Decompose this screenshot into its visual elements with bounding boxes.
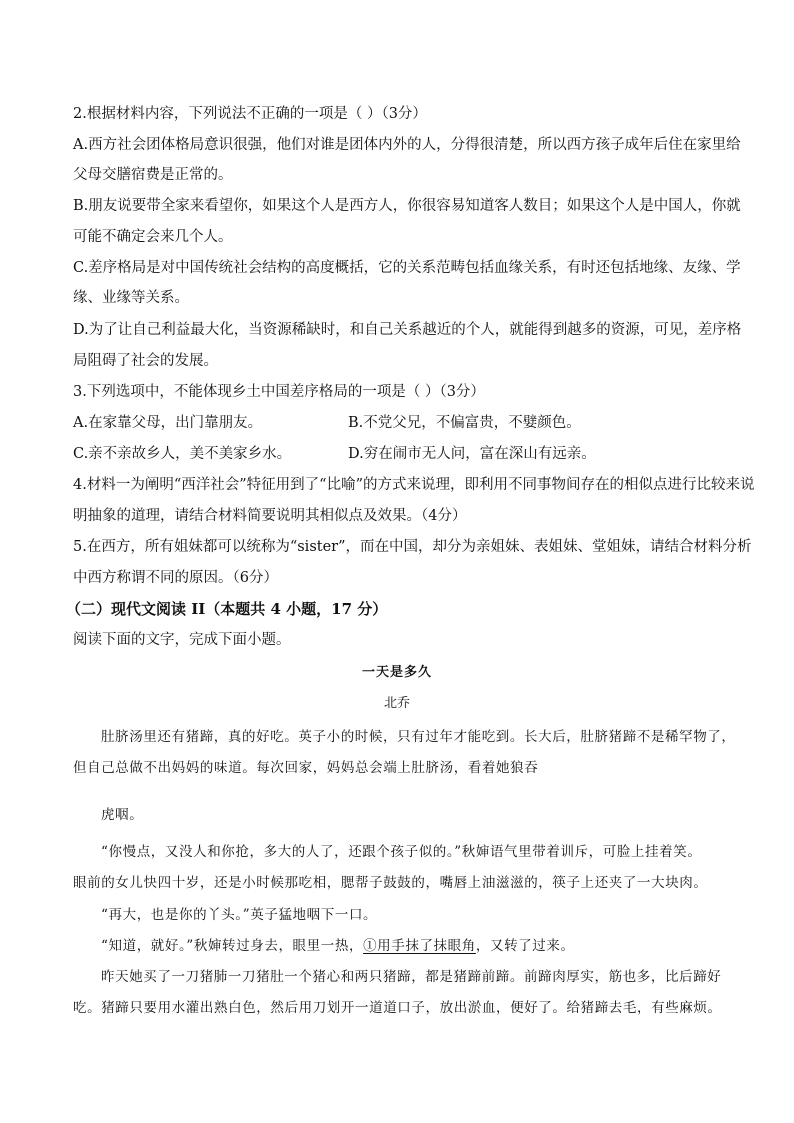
section-instruction: 阅读下面的文字，完成下面小题。 <box>73 632 291 648</box>
story-p3: “再大，也是你的丫头。”英子猛地咽下一口。 <box>101 907 378 923</box>
q2-option-b-line1: B.朋友说要带全家来看望你，如果这个人是西方人，你很容易知道客人数目；如果这个人是中国人，你就 <box>73 198 741 214</box>
q3-option-a: A.在家靠父母，出门靠朋友。 <box>73 415 263 431</box>
q2-option-c-line2: 缘、业缘等关系。 <box>73 290 189 306</box>
q2-option-d-line2: 局阻碍了社会的发展。 <box>73 353 218 369</box>
q2-option-a-line2: 父母交膳宿费是正常的。 <box>73 167 233 183</box>
q2-option-b-line2: 可能不确定会来几个人。 <box>73 229 233 245</box>
q4-line1: 4.材料一为阐明“西洋社会”特征用到了“比喻”的方式来说理，即利用不同事物间存在的相似点进行比较来说 <box>73 477 755 493</box>
story-title: 一天是多久 <box>361 665 432 680</box>
section-heading: （二）现代文阅读 II（本题共 4 小题，17 分） <box>66 600 388 618</box>
story-p1-line2: 但自己总做不出妈妈的味道。每次回家，妈妈总会端上肚脐汤，看着她狼吞 <box>73 760 539 776</box>
story-p2-line1: “你慢点，又没人和你抢，多大的人了，还跟个孩子似的。”秋婶语气里带着训斥，可脸上挂着笑。 <box>101 844 702 860</box>
q2-option-a-line1: A.西方社会团体格局意识很强，他们对谁是团体内外的人，分得很清楚，所以西方孩子成年后住在家里给 <box>73 137 741 153</box>
story-p1-line3: 虎咽。 <box>101 807 144 823</box>
q5-line1: 5.在西方，所有姐妹都可以统称为“sister”，而在中国，却分为亲姐妹、表姐妹、堂姐妹，请结合材料分析 <box>73 539 752 555</box>
story-p4-underlined: ①用手抹了抹眼角 <box>363 938 476 954</box>
q2-option-d-line1: D.为了让自己利益最大化，当资源稀缺时，和自己关系越近的个人，就能得到越多的资源，可见，差序格 <box>73 322 742 338</box>
story-p4 <box>101 936 575 956</box>
q5-line2: 中西方称谓不同的原因。（6分） <box>73 570 278 586</box>
story-p1-line1: 肚脐汤里还有猪蹄，真的好吃。英子小的时候，只有过年才能吃到。长大后，肚脐猪蹄不是稀罕物了， <box>101 729 736 745</box>
story-p5-line1: 昨天她买了一刀猪肺一刀猪肚一个猪心和两只猪蹄，都是猪蹄前蹄。前蹄肉厚实，筋也多，比后蹄好 <box>101 969 722 985</box>
q3-option-c: C.亲不亲故乡人，美不美家乡水。 <box>73 446 292 462</box>
q2-stem: 2.根据材料内容，下列说法不正确的一项是（ ）（3分） <box>73 106 427 122</box>
q3-option-d: D.穷在闹市无人问，富在深山有远亲。 <box>348 446 596 462</box>
story-p2-line2: 眼前的女儿快四十岁，还是小时候那吃相，腮帮子鼓鼓的，嘴唇上油滋滋的，筷子上还夹了一大块肉。 <box>73 875 708 891</box>
q2-option-c-line1: C.差序格局是对中国传统社会结构的高度概括，它的关系范畴包括血缘关系，有时还包括地缘、友缘、学 <box>73 260 741 276</box>
story-p4-post: ，又转了过来。 <box>475 938 575 954</box>
q3-stem: 3.下列选项中，不能体现乡土中国差序格局的一项是（ ）（3分） <box>73 384 485 400</box>
q4-line2: 明抽象的道理，请结合材料简要说明其相似点及效果。（4分） <box>73 508 467 524</box>
story-p5-line2: 吃。猪蹄只要用水灌出熟白色，然后用刀划开一道道口子，放出淤血，便好了。给猪蹄去毛，有些麻烦。 <box>73 1000 722 1016</box>
story-p4-pre: “知道，就好。”秋婶转过身去，眼里一热， <box>101 938 364 954</box>
story-author: 北乔 <box>383 696 410 711</box>
q3-option-b: B.不党父兄，不偏富贵，不嬖颜色。 <box>348 415 581 431</box>
